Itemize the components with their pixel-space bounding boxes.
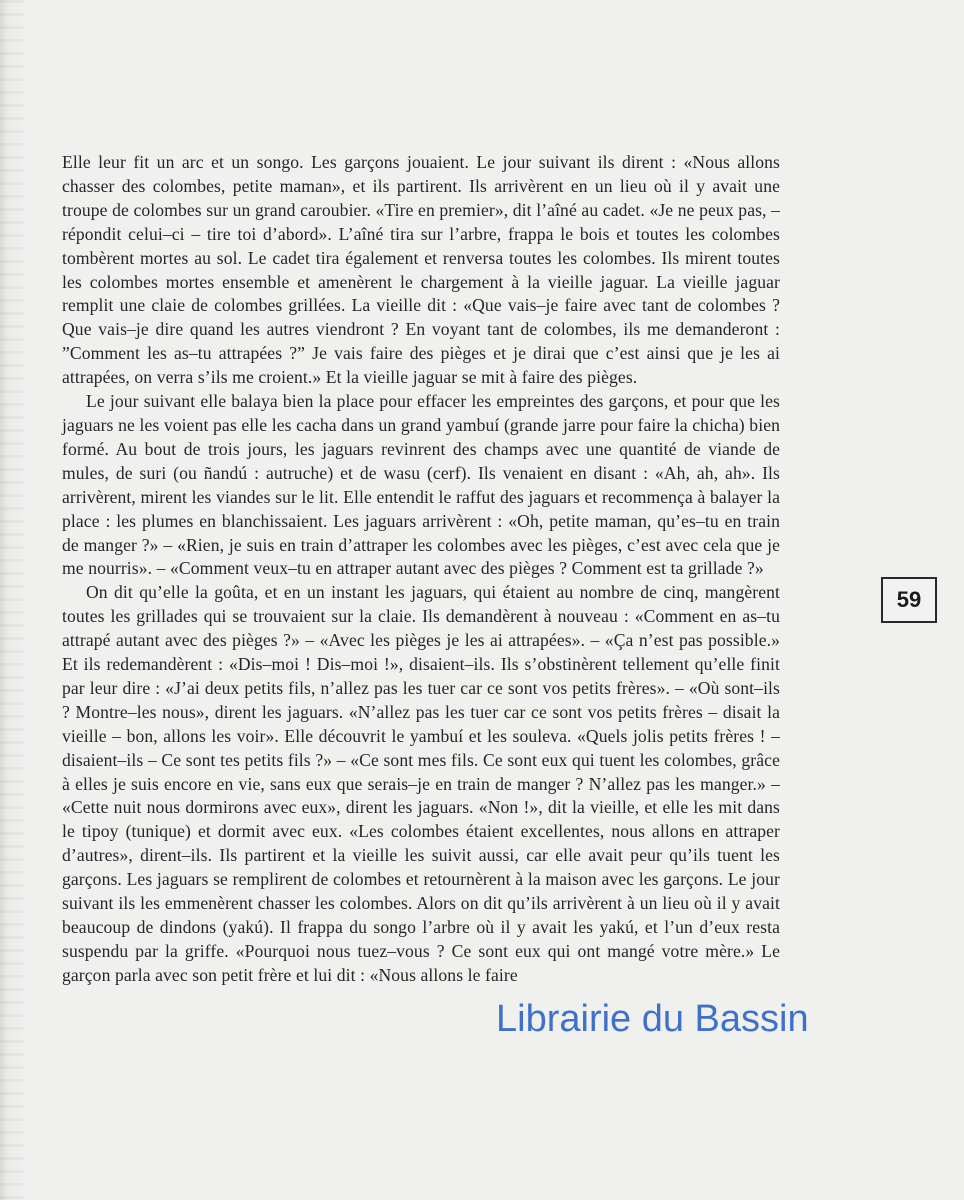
book-gutter-edge [0,0,24,1200]
page-body-text [62,151,780,988]
paragraph-2: Le jour suivant elle balaya bien la place pour effacer les empreintes des garçons, et pour que les jaguars ne les voient pas elle les cacha dans un grand yambuí (grande jarre pour faire la chicha) bien formé. Au bout de trois jours, les jaguars revinrent des champs avec une quantité de viande de mules, de suri (ou ñandú : autruche) et de wasu (cerf). Ils venaient en disant : «Ah, ah, ah». Ils arrivèrent, mirent les viandes sur le lit. Elle entendit le raffut des jaguars et recommença à balayer la place : les plumes en blanchissaient. Les jaguars arrivèrent : «Oh, petite maman, qu’es–tu en train de manger ?» – «Rien, je suis en train d’attraper les colombes avec les pièges, c’est avec cela que je me nourris». – «Comment veux–tu en attraper autant avec des pièges ? Comment est ta grillade ?» [62,391,780,579]
page-number-box: 59 [881,577,937,623]
bookseller-watermark: Librairie du Bassin [496,998,809,1040]
paragraph-1: Elle leur fit un arc et un songo. Les garçons jouaient. Le jour suivant ils dirent : «Nous allons chasser des colombes, petite maman», et ils partirent. Ils arrivèrent en un lieu où il y avait une troupe de colombes sur un grand caroubier. «Tire en premier», dit l’aîné au cadet. «Je ne peux pas, – répondit celui–ci – tire toi d’abord». L’aîné tira sur l’arbre, frappa le bois et toutes les colombes tombèrent mortes au sol. Le cadet tira également et renversa toutes les colombes. Ils mirent toutes les colombes mortes ensemble et amenèrent le chargement à la vieille jaguar. La vieille jaguar remplit une claie de colombes grillées. La vieille dit : «Que vais–je faire avec tant de colombes ? Que vais–je dire quand les autres viendront ? En voyant tant de colombes, ils me demanderont : ”Comment les as–tu attrapées ?” Je vais faire des pièges et je dirai que c’est ainsi que je les ai attrapées, on verra s’ils me croient.» Et la vieille jaguar se mit à faire des pièges. [62,152,780,388]
paragraph-3: On dit qu’elle la goûta, et en un instant les jaguars, qui étaient au nombre de cinq, mangèrent toutes les grillades qui se trouvaient sur la claie. Ils demandèrent à nouveau : «Comment en as–tu attrapé autant avec des pièges ?» – «Avec les pièges je les ai attrapées». – «Ça n’est pas possible.» Et ils redemandèrent : «Dis–moi ! Dis–moi !», disaient–ils. Ils s’obstinèrent tellement qu’elle finit par leur dire : «J’ai deux petits fils, n’allez pas les tuer car ce sont vos petits frères». – «Où sont–ils ? Montre–les nous», dirent les jaguars. «N’allez pas les tuer car ce sont vos petits frères – disait la vieille – bon, allons les voir». Elle découvrit le yambuí et les souleva. «Quels jolis petits frères ! – disaient–ils – Ce sont tes petits fils ?» – «Ce sont mes fils. Ce sont eux qui tuent les colombes, grâce à elles je suis encore en vie, sans eux que serais–je en train de manger ? N’allez pas les manger.» – «Cette nuit nous dormirons avec eux», dirent les jaguars. «Non !», dit la vieille, et elle les mit dans le tipoy (tunique) et dormit avec eux. «Les colombes étaient excellentes, nous allons en attraper d’autres», dirent–ils. Ils partirent et la vieille les suivit aussi, car elle avait peur qu’ils tuent les garçons. Les jaguars se remplirent de colombes et retournèrent à la maison avec les garçons. Le jour suivant ils les emmenèrent chasser les colombes. Alors on dit qu’ils arrivèrent à un lieu où il y avait beaucoup de dindons (yakú). Il frappa du songo l’arbre où il y avait les yakú, et l’un d’eux resta suspendu par la griffe. «Pourquoi nous tuez–vous ? Ce sont eux qui ont mangé votre mère.» Le garçon parla avec son petit frère et lui dit : «Nous allons le faire [62,582,780,985]
